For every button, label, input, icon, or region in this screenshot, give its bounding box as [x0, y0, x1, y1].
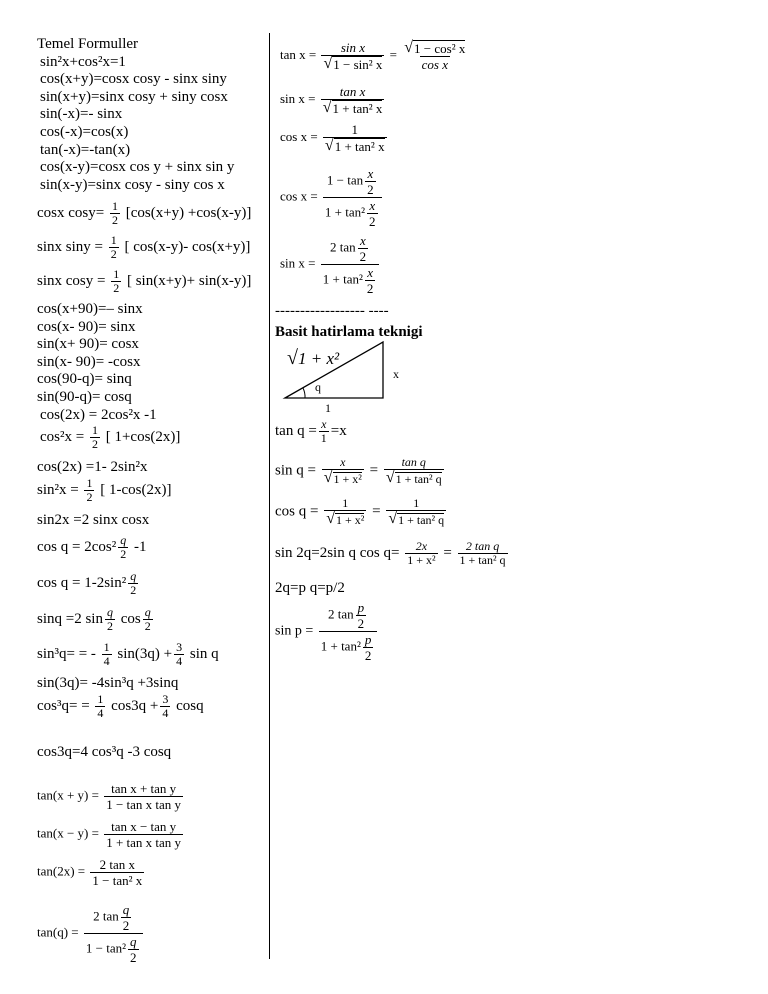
hypotenuse-label: √1 + x² [287, 347, 340, 369]
formula-line: sin(x-y)=sinx cosy - siny cos x [40, 176, 225, 193]
cos-double-formula: cos(2x) =1- 2sin²x [37, 459, 148, 475]
cos-half-formula-2: cos q = 1-2sin² $\frac{q}{2}$ [37, 569, 137, 597]
product-formula-sincos: sinx cosy = $\frac{1}{2}$ [ sin(x+y)+ sin(x-y)] [37, 267, 252, 295]
sin-q-triangle: sin q = x √ 1 + x² = tan q √ 1 + tan² q [275, 455, 442, 486]
left-column [37, 36, 267, 194]
basic-identities [37, 54, 267, 195]
cos-half-formula-1: cos q = 2cos² $\frac{q}{2}$ -1 [37, 533, 147, 561]
opposite-label: x [393, 367, 399, 381]
tan-diff-formula: tan(x − y) = $\frac{\text{tan x − tan y}}{\text{1 + tan x tan y}}$ [37, 819, 182, 850]
cos-x-identity: cos x = 1 √ 1 + tan² x [280, 122, 385, 154]
sin-double-formula: sin2x =2 sinx cosx [37, 512, 150, 528]
sin-2q-formula: sin 2q=2sin q cos q= $\frac{2x}{\text{1 + x²}}$ = $\frac{\text{2 tan q}}{\text{1 + tan² q}}$ [275, 539, 506, 567]
angle-arc [303, 388, 305, 398]
shift-identities [37, 301, 157, 424]
tan-double-formula: tan(2x) = $\frac{\text{2 tan x}}{\text{1 − tan² x}}$ [37, 857, 143, 888]
formula-line: cos(2x) = 2cos²x -1 [40, 406, 157, 423]
tan-sum-formula: tan(x + y) = $\frac{\text{tan x + tan y}}{\text{1 − tan x tan y}}$ [37, 781, 182, 812]
formula-line: sin(x- 90)= -cosx [37, 353, 141, 370]
tan-q-triangle: tan q = $\frac{x}{1}$ =x [275, 417, 347, 445]
adjacent-label: 1 [325, 401, 331, 415]
section-title: Temel Formuller [37, 36, 139, 52]
formula-line: sin(-x)=- sinx [40, 106, 123, 123]
sin-half-formula: sinq =2 sin $\frac{q}{2}$ cos $\frac{q}{2}$ [37, 605, 151, 633]
cos-triple-formula: cos3q=4 cos³q -3 cosq [37, 744, 172, 760]
formula-line: cos(x-y)=cosx cos y + sinx sin y [40, 159, 235, 176]
section-heading: Basit hatirlama teknigi [275, 324, 423, 340]
formula-line: cos(-x)=cos(x) [40, 123, 129, 140]
product-formula-sin: sinx siny = $\frac{1}{2}$ [ cos(x-y)- cos(x+y)] [37, 233, 251, 261]
formula-line: sin(x+y)=sinx cosy + siny cosx [40, 88, 228, 105]
tan-half-formula: tan(q) = 2 tan $\frac{q}{2}$ 1 − tan² $\frac{q}{2}$ [37, 902, 145, 965]
formula-line: sin(x+ 90)= cosx [37, 336, 139, 353]
cos-x-half-identity: cos x = 1 − tan $\frac{x}{2}$ 1 + tan² $\frac{x}{2}$ [280, 166, 384, 229]
tan-x-identity: tan x = sin x √ 1 − sin² x = √ 1 − cos² x cos x [280, 39, 466, 72]
sin-x-identity: sin x = tan x √ 1 + tan² x [280, 84, 383, 116]
substitution-line: 2q=p q=p/2 [275, 580, 345, 596]
separator-dashes: ------------------ ---- [275, 303, 389, 319]
sin-triple-formula: sin(3q)= -4sin³q +3sinq [37, 675, 179, 691]
sin-x-half-identity: sin x = 2 tan $\frac{x}{2}$ 1 + tan² $\frac{x}{2}$ [280, 233, 381, 296]
cos-squared-formula: cos²x = $\frac{1}{2}$ [ 1+cos(2x)] [40, 423, 181, 451]
formula-line: cos(x+90)=– sinx [37, 301, 143, 317]
formula-line: cos(x+y)=cosx cosy - sinx siny [40, 71, 227, 88]
cos-q-triangle: cos q = 1 √ 1 + x² = 1 √ 1 + tan² q [275, 496, 445, 527]
angle-label: q [315, 380, 321, 394]
column-divider [269, 33, 270, 959]
formula-line: sin(90-q)= cosq [37, 388, 132, 405]
formula-line: cos(90-q)= sinq [37, 371, 132, 388]
product-formula-cos: cosx cosy= $\frac{1}{2}$ [cos(x+y) +cos(x-y)] [37, 199, 252, 227]
sin-p-formula: sin p = 2 tan $\frac{p}{2}$ 1 + tan² $\frac{p}{2}$ [275, 600, 379, 663]
formula-line: tan(-x)=-tan(x) [40, 141, 131, 158]
sin-squared-formula: sin²x = $\frac{1}{2}$ [ 1-cos(2x)] [37, 476, 172, 504]
formula-line: sin²x+cos²x=1 [40, 53, 126, 70]
cos-cubed-formula: cos³q= = $\frac{1}{4}$ cos3q + $\frac{3}{4}$ cosq [37, 692, 204, 720]
formula-line: cos(x- 90)= sinx [37, 318, 136, 335]
right-triangle-diagram [275, 340, 435, 415]
sin-cubed-formula: sin³q= = - $\frac{1}{4}$ sin(3q) + $\frac{3}{4}$ sin q [37, 640, 219, 668]
